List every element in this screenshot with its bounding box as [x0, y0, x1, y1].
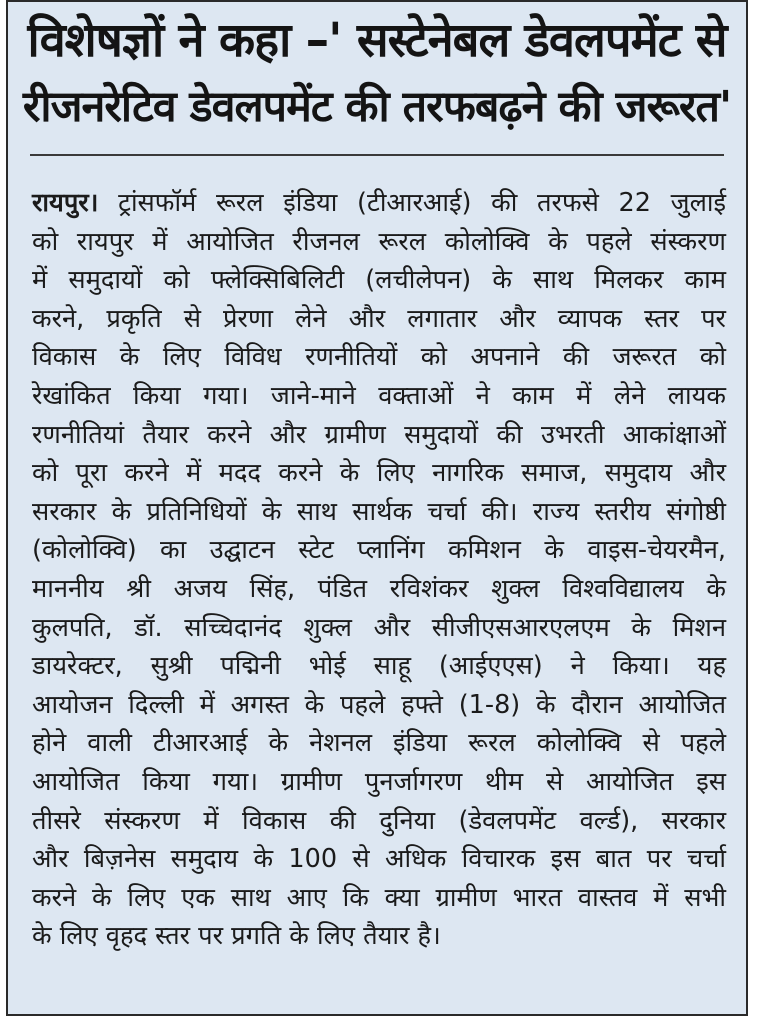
article-line: कुलपति, डॉ. सच्चिदानंद शुक्ल और सीजीएसआरएलएम के मिशन — [32, 612, 726, 643]
article-line: को पूरा करने में मदद करने के लिए नागरिक समाज, समुदाय और — [32, 458, 726, 489]
article-line: के लिए वृहद स्तर पर प्रगति के लिए तैयार है। — [32, 921, 441, 952]
article-line: होने वाली टीआरआई के नेशनल इंडिया रूरल कोलोक्वि से पहले — [32, 728, 726, 759]
article-line: करने, प्रकृति से प्रेरणा लेने और लगातार और व्यापक स्तर पर — [32, 303, 726, 334]
article-body — [32, 184, 726, 956]
article-line: और बिज़नेस समुदाय के 100 से अधिक विचारक इस बात पर चर्चा — [32, 844, 726, 875]
article-line: तीसरे संस्करण में विकास की दुनिया (डेवलपमेंट वर्ल्ड), सरकार — [32, 805, 726, 836]
article-line-1-text: ट्रांसफॉर्म रूरल इंडिया (टीआरआई) की तरफसे 22 जुलाई — [118, 188, 727, 218]
news-clipping — [6, 0, 748, 1016]
article-line: आयोजन दिल्ली में अगस्त के पहले हफ्ते (1-8) के दौरान आयोजित — [32, 689, 726, 720]
headline-line-2: रीजनरेटिव डेवलपमेंट की तरफबढ़ने की जरूरत' — [22, 82, 732, 132]
article-line: डायरेक्टर, सुश्री पद्मिनी भोई साहू (आईएएस) ने किया। यह — [32, 651, 726, 682]
article-line: (कोलोक्वि) का उद्घाटन स्टेट प्लानिंग कमिशन के वाइस-चेयरमैन, — [32, 535, 726, 566]
headline — [22, 8, 732, 140]
headline-line-1: विशेषज्ञों ने कहा –' सस्टेनेबल डेवलपमेंट से — [27, 13, 727, 68]
article-line: में समुदायों को फ्लेक्सिबिलिटी (लचीलेपन) के साथ मिलकर काम — [32, 265, 726, 296]
dateline: रायपुर। — [32, 188, 99, 218]
article-line: को रायपुर में आयोजित रीजनल रूरल कोलोक्वि के पहले संस्करण — [32, 226, 726, 257]
article-line: रेखांकित किया गया। जाने-माने वक्ताओं ने काम में लेने लायक — [32, 380, 726, 411]
headline-divider — [30, 154, 724, 156]
article-line: करने के लिए एक साथ आए कि क्या ग्रामीण भारत वास्तव में सभी — [32, 882, 726, 913]
article-line: विकास के लिए विविध रणनीतियों को अपनाने की जरूरत को — [32, 342, 726, 373]
article-line-1 — [32, 184, 726, 223]
article-line: माननीय श्री अजय सिंह, पंडित रविशंकर शुक्ल विश्वविद्यालय के — [32, 573, 726, 604]
article-line: सरकार के प्रतिनिधियों के साथ सार्थक चर्चा की। राज्य स्तरीय संगोष्ठी — [32, 496, 726, 527]
article-line: रणनीतियां तैयार करने और ग्रामीण समुदायों की उभरती आकांक्षाओं — [32, 419, 726, 450]
article-line: आयोजित किया गया। ग्रामीण पुनर्जागरण थीम से आयोजित इस — [32, 766, 726, 797]
